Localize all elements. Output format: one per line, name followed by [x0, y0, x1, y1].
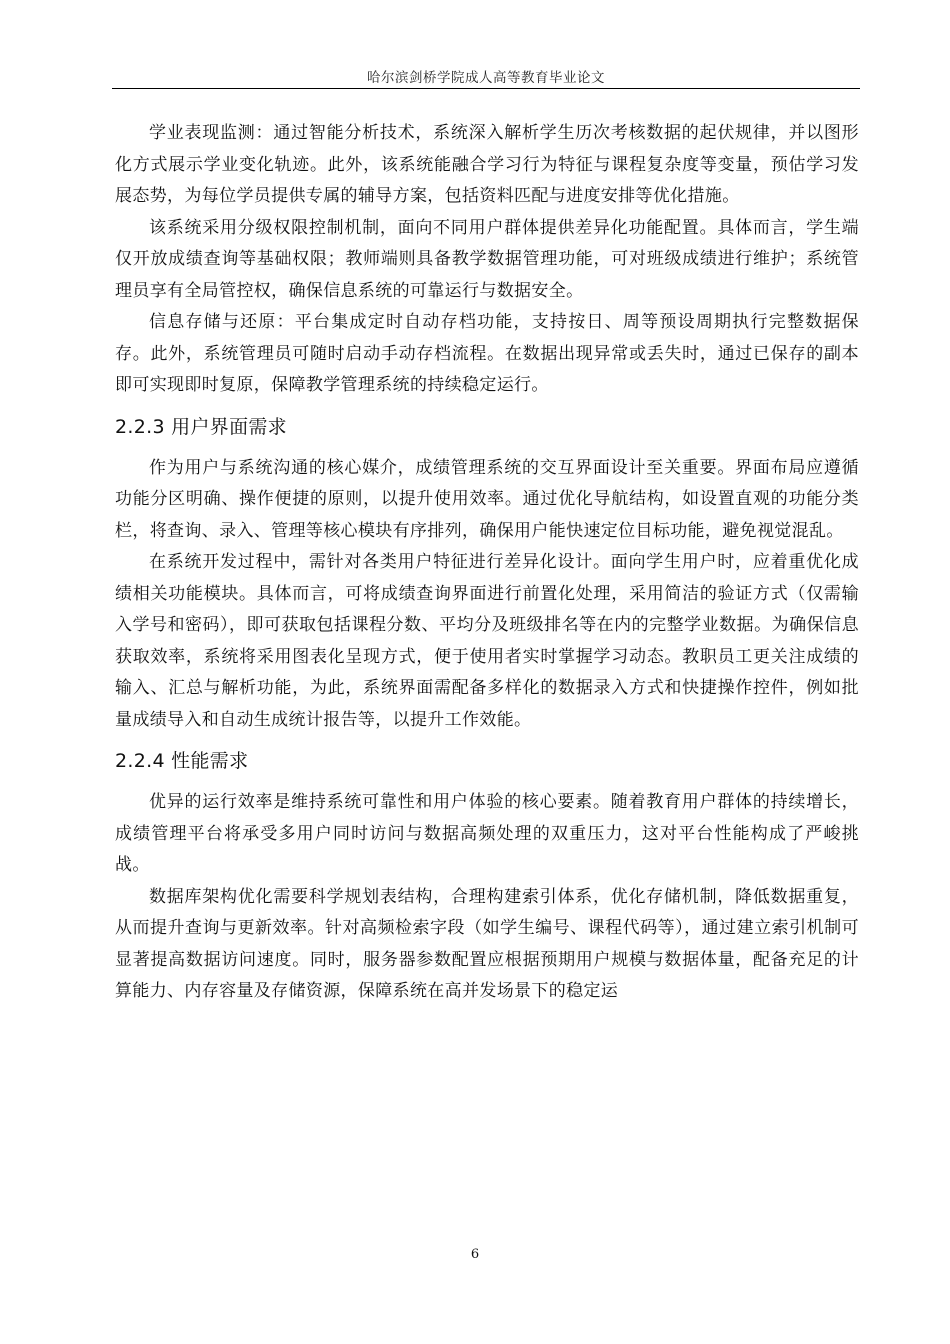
section-heading-ui-requirements: 2.2.3 用户界面需求 — [115, 415, 287, 438]
page-number: 6 — [470, 1247, 480, 1262]
header-rule — [112, 88, 860, 89]
paragraph-database-optimization: 数据库架构优化需要科学规划表结构，合理构建索引体系，优化存储机制，降低数据重复，从而提升查询与更新效率。针对高频检索字段（如学生编号、课程代码等），通过建立索引机制可显著提高数据访问速度。同时，服务器参数配置应根据预期用户规模与数据体量，配备充足的计算能力、内存容量及存储资源，保障系统在高并发场景下的稳定运 — [115, 886, 859, 1001]
paragraph-backup-restore: 信息存储与还原：平台集成定时自动存档功能，支持按日、周等预设周期执行完整数据保存。此外，系统管理员可随时启动手动存档流程。在数据出现异常或丢失时，通过已保存的副本即可实现即时复原，保障教学管理系统的持续稳定运行。 — [115, 312, 859, 395]
section-heading-performance: 2.2.4 性能需求 — [115, 750, 249, 772]
paragraph-permission-control: 该系统采用分级权限控制机制，面向不同用户群体提供差异化功能配置。具体而言，学生端仅开放成绩查询等基础权限；教师端则具备教学数据管理功能，可对班级成绩进行维护；系统管理员享有全局管控权，确保信息系统的可靠运行与数据安全。 — [115, 217, 859, 301]
paragraph-academic-monitoring: 学业表现监测：通过智能分析技术，系统深入解析学生历次考核数据的起伏规律，并以图形化方式展示学业变化轨迹。此外，该系统能融合学习行为特征与课程复杂度等变量，预估学习发展态势，为每位学员提供专属的辅导方案，包括资料匹配与进度安排等优化措施。 — [115, 123, 859, 206]
running-header: 哈尔滨剑桥学院成人高等教育毕业论文 — [367, 70, 605, 86]
paragraph-ui-layout: 作为用户与系统沟通的核心媒介，成绩管理系统的交互界面设计至关重要。界面布局应遵循功能分区明确、操作便捷的原则，以提升使用效率。通过优化导航结构，如设置直观的功能分类栏，将查询、录入、管理等核心模块有序排列，确保用户能快速定位目标功能，避免视觉混乱。 — [115, 457, 859, 541]
document-body — [115, 118, 859, 1008]
paragraph-performance-intro: 优异的运行效率是维持系统可靠性和用户体验的核心要素。随着教育用户群体的持续增长，成绩管理平台将承受多用户同时访问与数据高频处理的双重压力，这对平台性能构成了严峻挑战。 — [115, 792, 859, 875]
paragraph-ui-differentiation: 在系统开发过程中，需针对各类用户特征进行差异化设计。面向学生用户时，应着重优化成绩相关功能模块。具体而言，可将成绩查询界面进行前置化处理，采用简洁的验证方式（仅需输入学号和密码），即可获取包括课程分数、平均分及班级排名等在内的完整学业数据。为确保信息获取效率，系统将采用图表化呈现方式，便于使用者实时掌握学习动态。教职员工更关注成绩的输入、汇总与解析功能，为此，系统界面需配备多样化的数据录入方式和快捷操作控件，例如批量成绩导入和自动生成统计报告等，以提升工作效能。 — [115, 552, 859, 730]
